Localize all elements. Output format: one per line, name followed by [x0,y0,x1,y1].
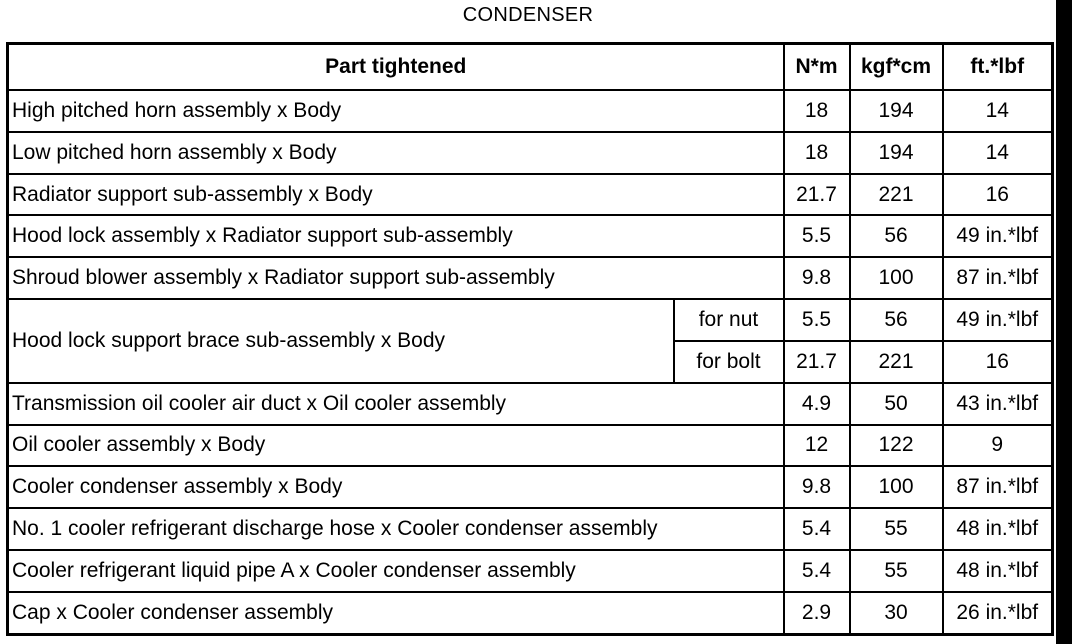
torque-spec-table [6,42,1054,636]
part-cell: Oil cooler assembly x Body [8,425,784,467]
sub-condition-cell: for bolt [674,341,784,383]
table-row [8,383,1053,425]
nm-cell: 18 [784,132,850,174]
kgfcm-cell: 55 [850,508,943,550]
ftlbf-cell: 43 in.*lbf [943,383,1053,425]
kgfcm-cell: 55 [850,550,943,592]
table-row [8,508,1053,550]
ftlbf-cell: 87 in.*lbf [943,257,1053,299]
nm-cell: 5.4 [784,508,850,550]
ftlbf-cell: 14 [943,132,1053,174]
nm-cell: 4.9 [784,383,850,425]
table-row [8,90,1053,132]
nm-cell: 9.8 [784,466,850,508]
kgfcm-cell: 56 [850,299,943,341]
header-kgfcm: kgf*cm [850,44,943,91]
nm-cell: 5.5 [784,215,850,257]
part-cell: Hood lock support brace sub-assembly x Body [8,299,674,383]
kgfcm-cell: 221 [850,341,943,383]
ftlbf-cell: 49 in.*lbf [943,299,1053,341]
kgfcm-cell: 100 [850,257,943,299]
part-cell: Cooler condenser assembly x Body [8,466,784,508]
table-row [8,132,1053,174]
nm-cell: 21.7 [784,341,850,383]
nm-cell: 21.7 [784,174,850,216]
page-title: CONDENSER [462,4,594,26]
ftlbf-cell: 49 in.*lbf [943,215,1053,257]
ftlbf-cell: 26 in.*lbf [943,592,1053,635]
header-ftlbf: ft.*lbf [943,44,1053,91]
part-cell: Transmission oil cooler air duct x Oil cooler assembly [8,383,784,425]
kgfcm-cell: 122 [850,425,943,467]
nm-cell: 5.5 [784,299,850,341]
part-cell: High pitched horn assembly x Body [8,90,784,132]
part-cell: Cooler refrigerant liquid pipe A x Cooler condenser assembly [8,550,784,592]
table-row [8,174,1053,216]
ftlbf-cell: 48 in.*lbf [943,508,1053,550]
kgfcm-cell: 100 [850,466,943,508]
nm-cell: 9.8 [784,257,850,299]
part-cell: Shroud blower assembly x Radiator support sub-assembly [8,257,784,299]
table-row [8,299,1053,341]
table-row [8,257,1053,299]
table-row [8,425,1053,467]
nm-cell: 18 [784,90,850,132]
kgfcm-cell: 30 [850,592,943,635]
part-cell: Hood lock assembly x Radiator support sub-assembly [8,215,784,257]
part-cell: No. 1 cooler refrigerant discharge hose x Cooler condenser assembly [8,508,784,550]
ftlbf-cell: 14 [943,90,1053,132]
kgfcm-cell: 194 [850,132,943,174]
ftlbf-cell: 16 [943,174,1053,216]
kgfcm-cell: 221 [850,174,943,216]
sub-condition-cell: for nut [674,299,784,341]
ftlbf-cell: 87 in.*lbf [943,466,1053,508]
nm-cell: 2.9 [784,592,850,635]
header-part-tightened: Part tightened [8,44,784,91]
ftlbf-cell: 48 in.*lbf [943,550,1053,592]
table-header-row [8,44,1053,91]
table-row [8,215,1053,257]
part-cell: Radiator support sub-assembly x Body [8,174,784,216]
table-row [8,466,1053,508]
ftlbf-cell: 16 [943,341,1053,383]
ftlbf-cell: 9 [943,425,1053,467]
kgfcm-cell: 56 [850,215,943,257]
right-edge-bar [1056,0,1072,644]
kgfcm-cell: 50 [850,383,943,425]
table-row [8,592,1053,635]
part-cell: Low pitched horn assembly x Body [8,132,784,174]
header-nm: N*m [784,44,850,91]
part-cell: Cap x Cooler condenser assembly [8,592,784,635]
nm-cell: 5.4 [784,550,850,592]
kgfcm-cell: 194 [850,90,943,132]
table-row [8,550,1053,592]
nm-cell: 12 [784,425,850,467]
